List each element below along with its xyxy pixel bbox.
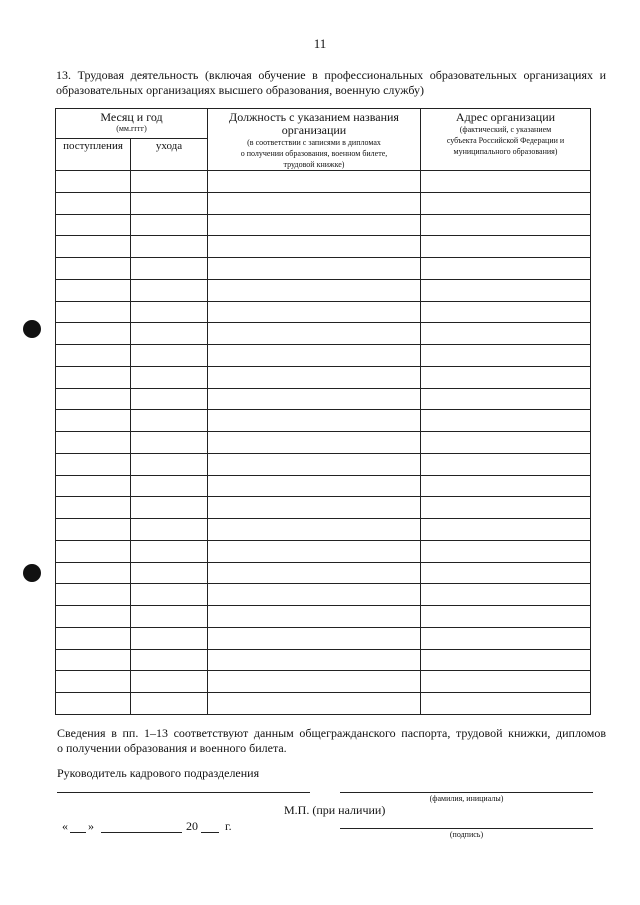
end-date-cell[interactable] [131, 236, 208, 258]
table-row [56, 258, 591, 280]
end-date-cell[interactable] [131, 475, 208, 497]
start-date-cell[interactable] [56, 236, 131, 258]
position-note-line2: о получении образования, военном билете, [240, 149, 388, 158]
start-date-cell[interactable] [56, 584, 131, 606]
position-title-line1: Должность с указанием названия [229, 110, 399, 124]
start-date-cell[interactable] [56, 366, 131, 388]
month-line [101, 832, 182, 833]
address-header [421, 109, 591, 171]
position-cell[interactable] [208, 236, 421, 258]
punch-hole-icon [23, 320, 41, 338]
start-date-cell[interactable] [56, 497, 131, 519]
address-cell[interactable] [421, 693, 591, 715]
address-cell[interactable] [421, 366, 591, 388]
table-row [56, 584, 591, 606]
end-date-cell[interactable] [131, 171, 208, 193]
address-cell[interactable] [421, 301, 591, 323]
position-cell[interactable] [208, 649, 421, 671]
table-row [56, 562, 591, 584]
end-date-cell[interactable] [131, 323, 208, 345]
table-row [56, 323, 591, 345]
address-note-line1: (фактический, с указанием [459, 125, 552, 134]
end-date-cell[interactable] [131, 410, 208, 432]
position-note-line1: (в соответствии с записями в дипломах [247, 138, 381, 147]
address-cell[interactable] [421, 497, 591, 519]
section-heading-line1: 13. Трудовая деятельность (включая обучение в профессиональных образовательных организациях и [56, 68, 606, 82]
address-title: Адрес организации [455, 110, 556, 124]
start-date-cell[interactable] [56, 171, 131, 193]
table-row [56, 301, 591, 323]
start-date-cell[interactable] [56, 519, 131, 541]
address-cell[interactable] [421, 171, 591, 193]
position-cell[interactable] [208, 214, 421, 236]
position-cell[interactable] [208, 519, 421, 541]
start-date-cell[interactable] [56, 323, 131, 345]
start-date-cell[interactable] [56, 627, 131, 649]
address-cell[interactable] [421, 192, 591, 214]
end-date-cell[interactable] [131, 693, 208, 715]
table-row [56, 519, 591, 541]
end-date-cell[interactable] [131, 258, 208, 280]
page-number: 11 [313, 36, 327, 51]
position-cell[interactable] [208, 279, 421, 301]
end-date-cell[interactable] [131, 562, 208, 584]
end-date-cell[interactable] [131, 584, 208, 606]
address-note-line2: субъекта Российской Федерации и [446, 136, 565, 145]
start-date-cell[interactable] [56, 192, 131, 214]
table-row [56, 279, 591, 301]
address-cell[interactable] [421, 584, 591, 606]
position-note-line3: трудовой книжке) [283, 160, 345, 169]
position-cell[interactable] [208, 192, 421, 214]
start-date-cell[interactable] [56, 540, 131, 562]
table-row [56, 497, 591, 519]
table-row [56, 214, 591, 236]
start-date-cell[interactable] [56, 410, 131, 432]
address-cell[interactable] [421, 214, 591, 236]
position-cell[interactable] [208, 475, 421, 497]
period-header [56, 109, 208, 139]
table-row [56, 540, 591, 562]
position-cell[interactable] [208, 323, 421, 345]
address-cell[interactable] [421, 410, 591, 432]
table-header-row [56, 109, 591, 139]
table-row [56, 345, 591, 367]
certification-note [57, 726, 606, 756]
start-date-cell[interactable] [56, 453, 131, 475]
hr-head-label: Руководитель кадрового подразделения [57, 766, 260, 780]
position-cell[interactable] [208, 671, 421, 693]
start-date-cell[interactable] [56, 562, 131, 584]
end-date-cell[interactable] [131, 214, 208, 236]
end-date-cell[interactable] [131, 627, 208, 649]
period-title: Месяц и год [100, 110, 163, 124]
position-cell[interactable] [208, 453, 421, 475]
address-note-line3: муниципального образования) [453, 147, 558, 156]
table-row [56, 453, 591, 475]
hr-head-line [57, 792, 310, 793]
address-cell[interactable] [421, 279, 591, 301]
address-cell[interactable] [421, 671, 591, 693]
employment-table [55, 108, 591, 715]
period-format: (мм.гггг) [116, 124, 147, 133]
table-row [56, 366, 591, 388]
section-heading-line2: образовательных организациях высшего образования, военную службу) [56, 83, 425, 97]
end-date-cell[interactable] [131, 671, 208, 693]
table-row [56, 649, 591, 671]
start-date-cell[interactable] [56, 606, 131, 628]
end-date-cell[interactable] [131, 540, 208, 562]
start-date-cell[interactable] [56, 432, 131, 454]
address-cell[interactable] [421, 606, 591, 628]
position-cell[interactable] [208, 562, 421, 584]
address-cell[interactable] [421, 627, 591, 649]
position-cell[interactable] [208, 540, 421, 562]
address-cell[interactable] [421, 519, 591, 541]
address-cell[interactable] [421, 432, 591, 454]
year-prefix: 20 [186, 819, 198, 833]
end-date-cell[interactable] [131, 279, 208, 301]
address-cell[interactable] [421, 453, 591, 475]
position-cell[interactable] [208, 606, 421, 628]
position-cell[interactable] [208, 366, 421, 388]
section-heading [56, 68, 606, 98]
signature-caption: (подпись) [449, 830, 484, 839]
address-cell[interactable] [421, 649, 591, 671]
day-line [70, 832, 86, 833]
signature-line [340, 828, 593, 829]
address-cell[interactable] [421, 562, 591, 584]
address-cell[interactable] [421, 323, 591, 345]
table-row [56, 671, 591, 693]
end-date-cell[interactable] [131, 366, 208, 388]
address-cell[interactable] [421, 345, 591, 367]
punch-hole-icon [23, 564, 41, 582]
position-title-line2: организации [281, 123, 347, 137]
position-cell[interactable] [208, 301, 421, 323]
start-date-cell[interactable] [56, 388, 131, 410]
date-quote-close: » [88, 819, 94, 833]
end-date-cell[interactable] [131, 519, 208, 541]
position-cell[interactable] [208, 171, 421, 193]
end-date-cell[interactable] [131, 606, 208, 628]
table-row [56, 693, 591, 715]
position-cell[interactable] [208, 432, 421, 454]
stamp-label: М.П. (при наличии) [284, 803, 386, 817]
address-cell[interactable] [421, 475, 591, 497]
table-row [56, 192, 591, 214]
address-cell[interactable] [421, 388, 591, 410]
end-date-cell[interactable] [131, 432, 208, 454]
end-date-cell[interactable] [131, 192, 208, 214]
date-quote-open: « [62, 819, 68, 833]
year-line [201, 832, 219, 833]
end-date-cell[interactable] [131, 388, 208, 410]
start-date-cell[interactable] [56, 214, 131, 236]
end-date-cell[interactable] [131, 301, 208, 323]
table-row [56, 475, 591, 497]
end-date-cell[interactable] [131, 649, 208, 671]
address-cell[interactable] [421, 258, 591, 280]
name-line [340, 792, 593, 793]
end-date-header: ухода [131, 139, 208, 171]
position-cell[interactable] [208, 627, 421, 649]
end-date-cell[interactable] [131, 453, 208, 475]
start-date-cell[interactable] [56, 693, 131, 715]
table-row [56, 606, 591, 628]
table-row [56, 171, 591, 193]
position-cell[interactable] [208, 497, 421, 519]
start-date-cell[interactable] [56, 475, 131, 497]
table-row [56, 432, 591, 454]
position-cell[interactable] [208, 388, 421, 410]
start-date-cell[interactable] [56, 345, 131, 367]
start-date-cell[interactable] [56, 258, 131, 280]
table-row [56, 410, 591, 432]
position-cell[interactable] [208, 693, 421, 715]
end-date-cell[interactable] [131, 497, 208, 519]
table-row [56, 388, 591, 410]
position-cell[interactable] [208, 345, 421, 367]
start-date-cell[interactable] [56, 279, 131, 301]
certification-note-line1: Сведения в пп. 1–13 соответствуют данным общегражданского паспорта, трудовой книжки, дипломов [57, 726, 606, 740]
end-date-cell[interactable] [131, 345, 208, 367]
start-date-cell[interactable] [56, 671, 131, 693]
address-cell[interactable] [421, 236, 591, 258]
year-suffix: г. [225, 819, 232, 833]
position-cell[interactable] [208, 410, 421, 432]
start-date-cell[interactable] [56, 301, 131, 323]
position-cell[interactable] [208, 584, 421, 606]
name-caption: (фамилия, инициалы) [429, 794, 504, 803]
start-date-header: поступления [56, 139, 131, 171]
position-cell[interactable] [208, 258, 421, 280]
position-header [208, 109, 421, 171]
certification-note-line2: о получении образования и военного билета. [57, 741, 287, 755]
address-cell[interactable] [421, 540, 591, 562]
start-date-cell[interactable] [56, 649, 131, 671]
table-row [56, 236, 591, 258]
table-row [56, 627, 591, 649]
